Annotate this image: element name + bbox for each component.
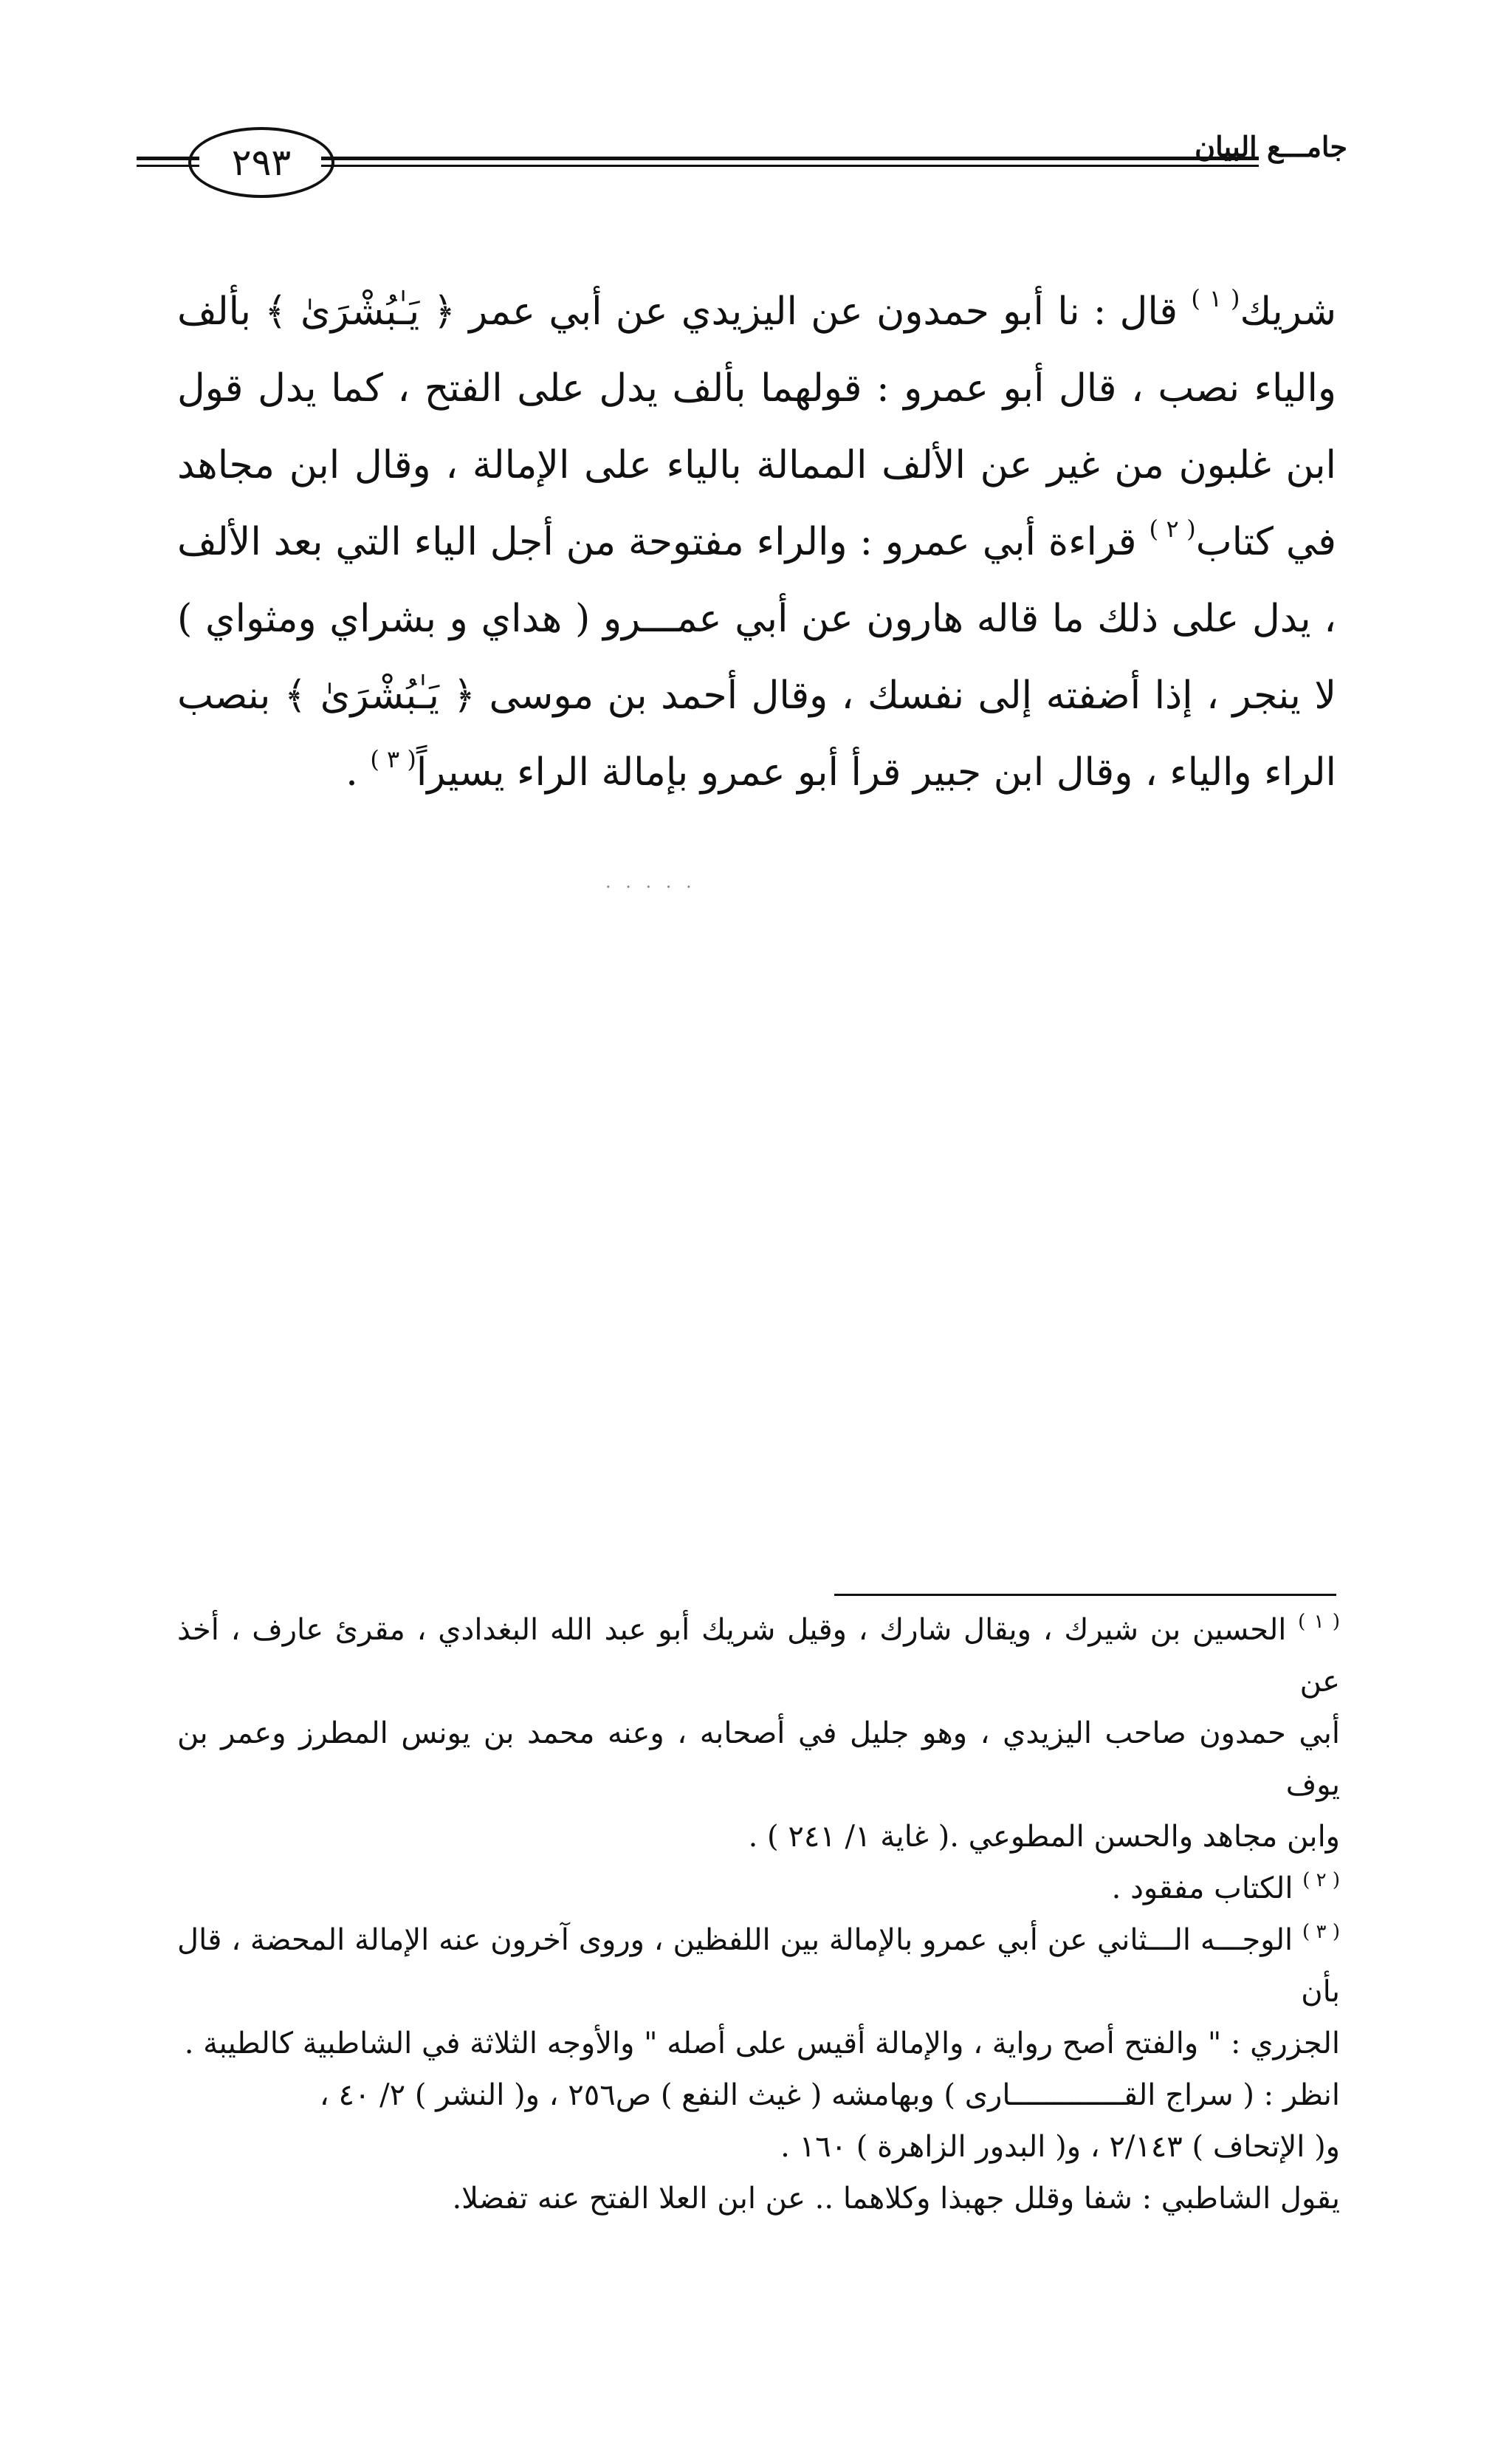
footnote-line-cont: وابن مجاهد والحسن المطوعي .( غاية ١/ ٢٤١ ) . bbox=[748, 1820, 1340, 1854]
main-text-word: شريك bbox=[1240, 289, 1337, 334]
page-number bbox=[188, 127, 334, 198]
main-text-run: قال : نا أبو حمدون عن اليزيدي عن أبي عمر ﴿ يَـٰبُشْرَىٰ ﴾ بألف والياء نصب ، قال أبو عمرو : قولهما بألف يدل على الفتح ، كما يدل قول ابن غلبون من غير عن الألف الممالة بالياء على الإمالة ، وقال ابن مجاهد في كتاب bbox=[177, 289, 1337, 564]
footnote-line-cont: و( الإتحاف ) ٢/١٤٣ ، و( البدور الزاهرة ) ١٦٠ . bbox=[780, 2130, 1340, 2164]
page-number-text: ٢٩٣ bbox=[231, 141, 292, 184]
footnote-separator bbox=[834, 1594, 1336, 1596]
footnote-line-cont: الجزري : " والفتح أصح رواية ، والإمالة أقيس على أصله " والأوجه الثلاثة في الشاطبية كالطيبة . bbox=[184, 2026, 1340, 2060]
footnote-ref: ( ٣ ) bbox=[370, 745, 416, 773]
footnote-marker: ( ٣ ) bbox=[1302, 1921, 1340, 1943]
footnote-marker: ( ١ ) bbox=[1298, 1611, 1340, 1633]
footnote-item bbox=[177, 1914, 1340, 2018]
main-paragraph bbox=[177, 273, 1336, 811]
main-text bbox=[177, 273, 1336, 811]
footnote-ref: ( ٢ ) bbox=[1149, 515, 1196, 543]
footnote-line-cont: انظر : ( سراج القـــــــــــــارى ) وبهامشه ( غيث النفع ) ص٢٥٦ ، و( النشر ) ٢/ ٤٠ ، bbox=[319, 2078, 1340, 2112]
footnote-line: الحسين بن شيرك ، ويقال شارك ، وقيل شريك أبو عبد الله البغدادي ، مقرئ عارف ، أخذ عن bbox=[177, 1613, 1340, 1699]
main-text-end: . bbox=[346, 750, 371, 795]
page-header bbox=[137, 126, 1347, 199]
footnote-ref: ( ١ ) bbox=[1191, 284, 1240, 312]
header-rule-right bbox=[321, 157, 1259, 167]
footnote-line-cont: أبي حمدون صاحب اليزيدي ، وهو جليل في أصحابه ، وعنه محمد بن يونس المطرز وعمر بن يوف bbox=[177, 1716, 1340, 1802]
footnote-item bbox=[177, 1863, 1340, 1914]
book-title: جامـــع البيان bbox=[1195, 130, 1347, 163]
footnote-marker: ( ٢ ) bbox=[1302, 1869, 1340, 1891]
shatibi-quote: يقول الشاطبي : شفا وقلل جهبذا وكلاهما .. عن ابن العلا الفتح عنه تفضلا. bbox=[452, 2182, 1340, 2216]
footnote-line: الوجـــه الـــثاني عن أبي عمرو بالإمالة بين اللفظين ، وروى آخرون عنه الإمالة المحضة ، قال بأن bbox=[177, 1923, 1340, 2009]
footnote-line: الكتاب مفقود . bbox=[1111, 1871, 1293, 1905]
footnotes bbox=[177, 1604, 1340, 2224]
footnote-item bbox=[177, 1604, 1340, 1707]
decorative-dots: . . . . . bbox=[605, 871, 696, 892]
main-text-run: قراءة أبي عمرو : والراء مفتوحة من أجل الياء التي بعد الألف ، يدل على ذلك ما قاله هارون عن أبي عمـــرو ( هداي و بشراي ومثواي ) لا ينجر ، إذا أضفته إلى نفسك ، وقال أحمد بن موسى ﴿ يَـٰبُشْرَىٰ ﴾ بنصب الراء والياء ، وقال ابن جبير قرأ أبو عمرو بإمالة الراء يسيراً bbox=[177, 520, 1336, 795]
